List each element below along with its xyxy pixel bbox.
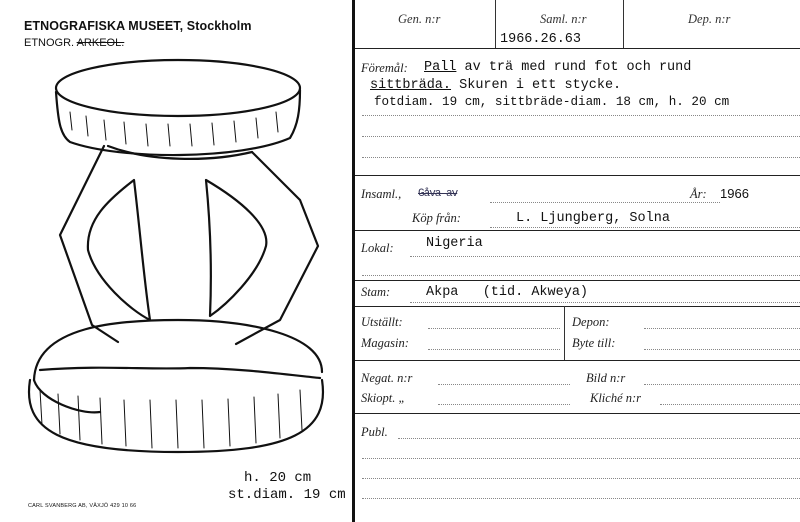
department-line — [24, 37, 124, 49]
publ-dotted-3 — [362, 478, 800, 479]
byte-dotted — [644, 349, 800, 350]
saml-nr-value: 1966.26.63 — [500, 32, 582, 47]
kop-value: L. Ljungberg, Solna — [516, 211, 670, 226]
foremal-rest: av trä med rund fot och rund — [464, 60, 692, 75]
card-divider — [352, 0, 355, 522]
insaml-label: Insaml., — [361, 187, 402, 201]
ar-value: 1966 — [720, 186, 749, 201]
department-etnogr: ETNOGR. — [24, 37, 75, 49]
publ-dotted-2 — [362, 458, 800, 459]
stam-dotted — [410, 302, 800, 303]
utstallt-rule — [355, 360, 800, 361]
foremal-line1 — [424, 60, 691, 75]
kop-dotted — [490, 227, 800, 228]
stam-label: Stam: — [361, 285, 391, 299]
foremal-rule — [355, 175, 800, 176]
kliche-label: Kliché n:r — [590, 391, 642, 405]
header-rule — [355, 48, 800, 49]
foremal-dotted-3 — [362, 157, 800, 158]
utstallt-dotted — [428, 328, 560, 329]
caption-height: h. 20 cm — [244, 470, 312, 486]
negat-dotted — [438, 384, 570, 385]
bild-dotted — [644, 384, 800, 385]
ar-label: År: — [690, 187, 707, 201]
museum-name: ETNOGRAFISKA MUSEET, Stockholm — [24, 19, 252, 33]
depon-dotted — [644, 328, 800, 329]
magasin-dotted — [428, 349, 560, 350]
foremal-line2-word: sittbräda. — [370, 78, 452, 93]
caption-diameter: st.diam. 19 cm — [228, 487, 346, 503]
saml-nr-label: Saml. n:r — [540, 12, 587, 26]
negat-rule — [355, 413, 800, 414]
skiopt-label: Skiopt. „ — [361, 391, 406, 405]
skiopt-dotted — [438, 404, 570, 405]
bild-label: Bild n:r — [586, 371, 626, 385]
utstallt-divider — [564, 306, 565, 360]
insaml-rule — [355, 230, 800, 231]
foremal-dotted-2 — [362, 136, 800, 137]
depon-label: Depon: — [572, 315, 610, 329]
lokal-rule — [355, 280, 800, 281]
lokal-value: Nigeria — [426, 236, 483, 251]
printer-imprint: CARL SVANBERG AB, VÄXJÖ 429 10 66 — [28, 503, 137, 509]
stam-rule — [355, 306, 800, 307]
utstallt-label: Utställt: — [361, 315, 403, 329]
lokal-dotted-2 — [362, 275, 800, 276]
gen-nr-label: Gen. n:r — [398, 12, 441, 26]
foremal-label: Föremål: — [361, 61, 408, 75]
insaml-struck: Gåva av — [418, 188, 458, 200]
magasin-label: Magasin: — [361, 336, 409, 350]
foremal-line2 — [370, 78, 621, 93]
foremal-dotted-1 — [362, 115, 800, 116]
foremal-line3: fotdiam. 19 cm, sittbräde-diam. 18 cm, h. 20 cm — [374, 95, 730, 109]
stool-drawing — [0, 50, 350, 470]
foremal-line2-rest: Skuren i ett stycke. — [459, 78, 622, 93]
publ-label: Publ. — [361, 425, 388, 439]
publ-dotted-1 — [398, 438, 800, 439]
byte-label: Byte till: — [572, 336, 616, 350]
foremal-word: Pall — [424, 60, 457, 75]
lokal-dotted-1 — [410, 256, 800, 257]
kliche-dotted — [660, 404, 800, 405]
lokal-label: Lokal: — [361, 241, 394, 255]
department-arkeol-struck: ARKEOL. — [76, 37, 125, 49]
negat-label: Negat. n:r — [361, 371, 413, 385]
stam-value: Akpa (tid. Akweya) — [426, 285, 589, 300]
kop-label: Köp från: — [412, 211, 461, 225]
insaml-dotted — [490, 202, 720, 203]
dep-nr-label: Dep. n:r — [688, 12, 731, 26]
publ-dotted-4 — [362, 498, 800, 499]
